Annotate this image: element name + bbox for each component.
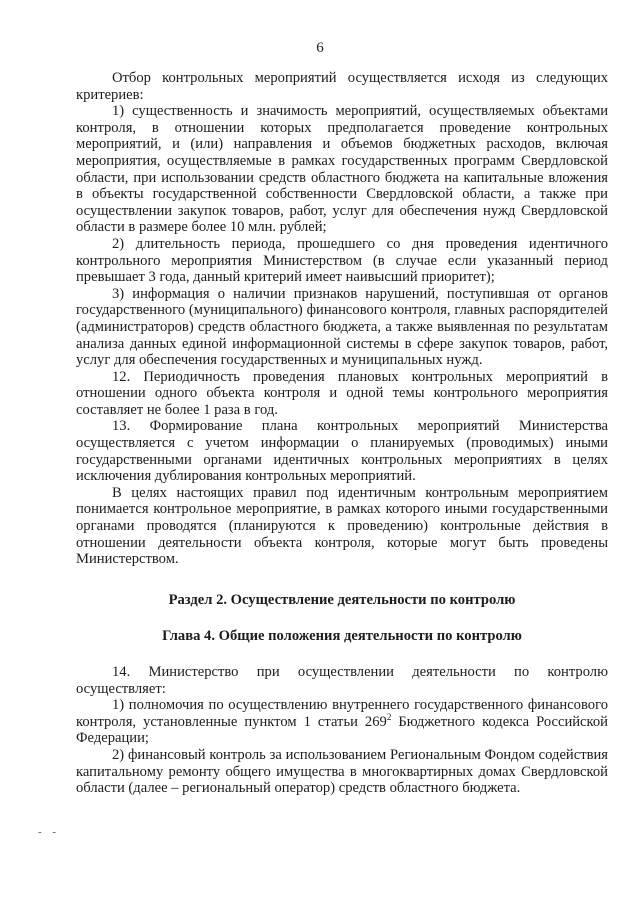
paragraph-12: 12. Периодичность проведения плановых контрольных мероприятий в отношении одного объекта контроля и одной темы контрольного мероприятия составляет не более 1 раза в год. (76, 368, 608, 418)
item-1-text-end: Бюджетного кодекса Российской Федерации; (76, 713, 608, 747)
page-number: 6 (316, 40, 324, 56)
item-1 (76, 697, 608, 747)
item-1-text: 1) полномочия по осуществлению внутреннего государственного финансового контроля, установленные пунктом 1 статьи 269 (76, 697, 608, 730)
document-body (76, 70, 608, 797)
paragraph-selection-criteria: Отбор контрольных мероприятий осуществляется исходя из следующих критериев: (76, 70, 608, 103)
criterion-3: 3) информация о наличии признаков нарушений, поступившая от органов государственного (муниципального) финансового контроля, главных распорядителей (администраторов) средств областного бюджета, а также выявленная по результатам анализа данных единой информационной системы в сфере закупок товаров, работ, услуг для обеспечения государственных и муниципальных нужд. (76, 285, 608, 369)
margin-mark: - - (38, 826, 61, 838)
section-heading: Раздел 2. Осуществление деятельности по контролю (168, 591, 516, 608)
item-1-superscript: 2 (386, 711, 392, 722)
paragraph-13: 13. Формирование плана контрольных мероприятий Министерства осуществляется с учетом информации о планируемых (проводимых) иными государственными органами идентичных контрольных мероприятиях в целях исключения дублирования контрольных мероприятий. (76, 418, 608, 485)
criterion-1: 1) существенность и значимость мероприятий, осуществляемых объектами контроля, в отношении которых предполагается проведение контрольных мероприятий, и (или) направления и объемов бюджетных расходов, включая мероприятия, осуществляемые в рамках государственных программ Свердловской области, при использовании средств областного бюджета на капитальные вложения в объекты государственной собственности Свердловской области, а также при осуществлении закупок товаров, работ, услуг для обеспечения нужд Свердловской области в размере более 10 млн. рублей; (76, 103, 608, 236)
criterion-2: 2) длительность периода, прошедшего со дня проведения идентичного контрольного мероприятия Министерством (в случае если указанный период превышает 3 года, данный критерий имеет наивысший приоритет); (76, 235, 608, 286)
chapter-heading: Глава 4. Общие положения деятельности по контролю (162, 628, 522, 645)
paragraph-identical-definition: В целях настоящих правил под идентичным контрольным мероприятием понимается контрольное мероприятие, в рамках которого иными государственными органами проводятся (планируются к проведению) контрольные действия в отношении деятельности объекта контроля, которые могут быть проведены Министерством. (76, 484, 608, 568)
paragraph-14: 14. Министерство при осуществлении деятельности по контролю осуществляет: (76, 664, 608, 697)
item-2: 2) финансовый контроль за использованием Региональным Фондом содействия капитальному ремонту общего имущества в многоквартирных домах Свердловской области (далее – региональный оператор) средств областного бюджета. (76, 746, 608, 797)
